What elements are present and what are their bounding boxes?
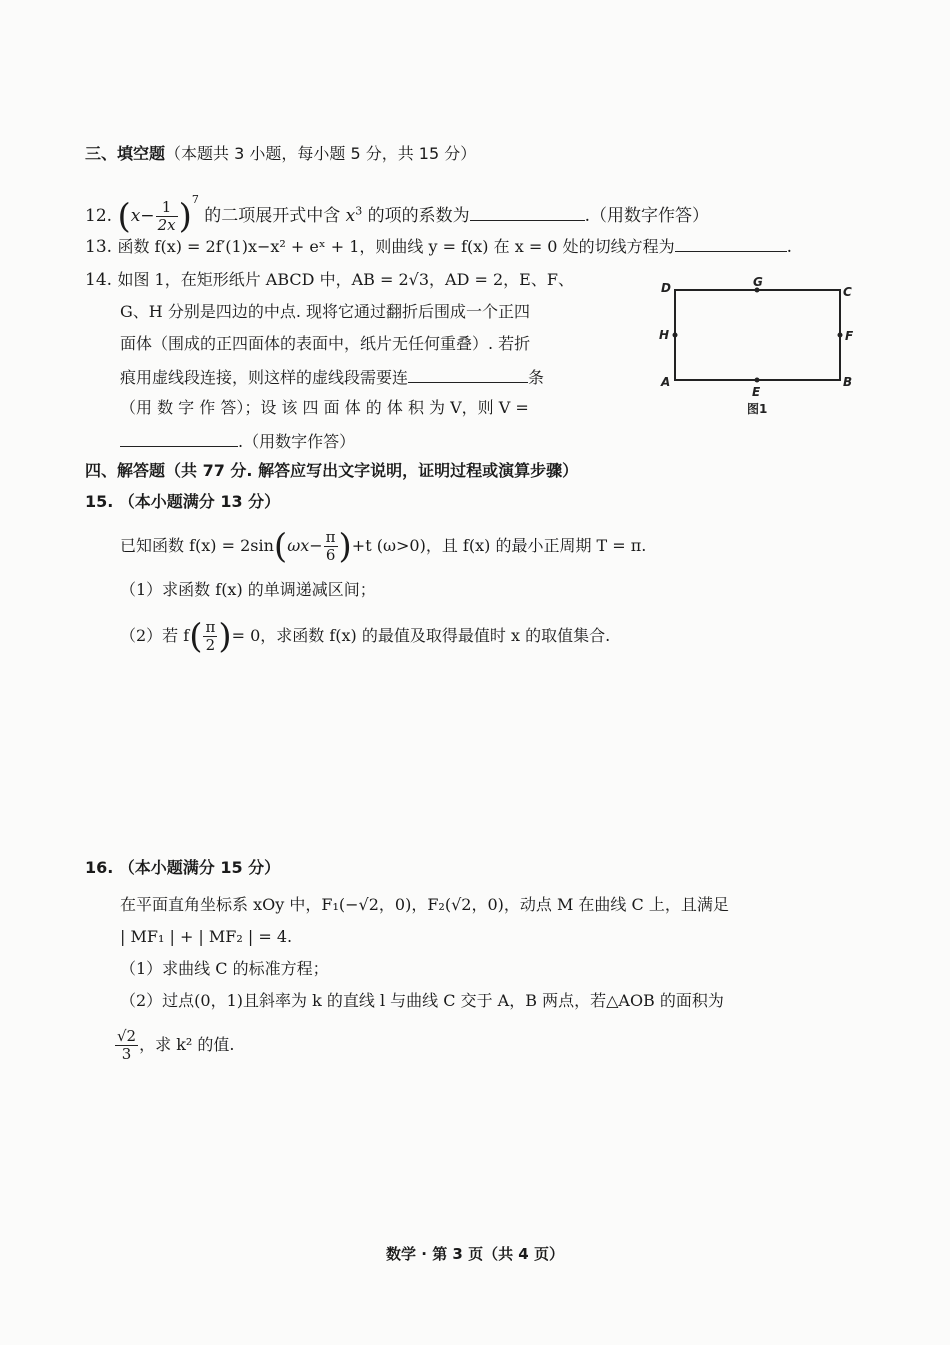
q15-header [85, 490, 280, 514]
label-g: G [753, 275, 763, 289]
q12-fraction: $\frac{1}{2x}$ [157, 198, 176, 234]
section3-note: （本题共 3 小题，每小题 5 分，共 15 分） [165, 144, 477, 163]
q12-term-exp: 3 [355, 204, 363, 218]
q14-text-1: 如图 1，在矩形纸片 ABCD 中，AB = 2√3，AD = 2，E、F、 [117, 270, 574, 289]
q13-answer-blank[interactable] [675, 233, 787, 252]
q16-part1: （1）求曲线 C 的标准方程； [120, 959, 329, 978]
midpoint-f [838, 333, 843, 338]
midpoint-h [673, 333, 678, 338]
q15-score: （本小题满分 13 分） [118, 492, 281, 511]
q16-tail: ，求 k² 的值. [139, 1035, 235, 1054]
q14-line2: G、H 分别是四边的中点. 现将它通过翻折后围成一个正四 [120, 302, 530, 321]
q16-score: （本小题满分 15 分） [118, 858, 281, 877]
q16-header [85, 856, 280, 880]
q15-part1: （1）求函数 f(x) 的单调递减区间； [120, 580, 376, 599]
q12-number: 12. [85, 206, 113, 226]
q14-text-4a: 痕用虚线段连接，则这样的虚线段需要连 [120, 368, 409, 387]
q12-text-b: 的项的系数为 [367, 206, 470, 226]
q14-text-6: .（用数字作答） [238, 432, 356, 451]
section3-heading [85, 142, 476, 166]
q16-part2: （2）过点(0，1)且斜率为 k 的直线 l 与曲线 C 交于 A，B 两点，若△AOB 的面积为 [120, 991, 724, 1010]
q15-part2-b: = 0，求函数 f(x) 的最值及取得最值时 x 的取值集合. [231, 626, 611, 645]
q12-exponent: 7 [191, 193, 199, 206]
question-13 [85, 233, 792, 259]
q15-stem-a: 已知函数 f(x) = 2sin [120, 536, 274, 555]
figure-1-rectangle [655, 270, 865, 420]
q15-part2-left-paren: ( [189, 616, 203, 657]
label-d: D [661, 281, 671, 295]
q15-fraction: $\frac{\pi}{6}$ [325, 528, 336, 564]
label-e: E [752, 385, 761, 399]
q16-part2-tail [114, 1022, 234, 1068]
section4-note: （共 77 分. 解答应写出文字说明，证明过程或演算步骤） [165, 461, 579, 480]
q15-inner: ωx− [287, 536, 323, 555]
q14-line6 [120, 428, 355, 454]
q14-answer-blank-2[interactable] [120, 428, 238, 447]
q12-right-paren: ) [178, 196, 192, 237]
q15-stem [120, 524, 646, 568]
q12-term: x [345, 206, 356, 226]
q12-tail: .（用数字作答） [584, 206, 710, 226]
q15-stem-b: +t (ω>0)，且 f(x) 的最小正周期 T = π. [351, 536, 647, 555]
section3-title: 三、填空题 [85, 144, 166, 163]
q13-tail: . [786, 237, 792, 257]
q14-line4 [120, 364, 544, 390]
section4-heading [85, 459, 578, 483]
q14-answer-blank-1[interactable] [408, 364, 528, 383]
rectangle-abcd [675, 290, 840, 380]
label-c: C [843, 285, 852, 299]
q15-left-paren: ( [273, 526, 288, 567]
q15-number: 15. [85, 492, 114, 511]
q15-part2-right-paren: ) [218, 616, 232, 657]
figure-caption: 图1 [747, 402, 768, 416]
question-12 [85, 182, 710, 237]
q15-part2-a: （2）若 f [120, 626, 190, 645]
page-footer: 数学 · 第 3 页（共 4 页） [386, 1245, 564, 1263]
q16-line2: | MF₁ | + | MF₂ | = 4. [120, 927, 293, 946]
q14-line1 [85, 268, 574, 292]
q12-text-a: 的二项展开式中含 [204, 206, 341, 226]
section4-title: 四、解答题 [85, 461, 166, 480]
label-f: F [845, 329, 854, 343]
q14-text-4b: 条 [528, 368, 545, 387]
q16-fraction: $\frac{√2}{3}$ [117, 1027, 137, 1063]
q12-left-paren: ( [117, 196, 131, 237]
q12-answer-blank[interactable] [470, 202, 585, 221]
q13-number: 13. [85, 237, 113, 257]
q14-line5: （用 数 字 作 答）；设 该 四 面 体 的 体 积 为 V，则 V = [120, 398, 529, 417]
q14-line3: 面体（围成的正四面体的表面中，纸片无任何重叠）. 若折 [120, 334, 531, 353]
label-h: H [659, 328, 670, 342]
q14-number: 14. [85, 270, 113, 290]
q15-part2 [120, 614, 610, 658]
label-a: A [661, 375, 671, 389]
q15-part2-fraction: $\frac{\pi}{2}$ [205, 618, 216, 654]
q13-text: 函数 f(x) = 2f′(1)x−x² + eˣ + 1，则曲线 y = f(x) 在 x = 0 处的切线方程为 [117, 237, 675, 256]
q16-number: 16. [85, 858, 114, 877]
q12-var: x− [130, 206, 155, 226]
midpoint-e [755, 378, 760, 383]
q15-right-paren: ) [338, 526, 352, 567]
label-b: B [843, 375, 853, 389]
q16-line1: 在平面直角坐标系 xOy 中，F₁(−√2，0)，F₂(√2，0)，动点 M 在曲线 C 上，且满足 [120, 895, 729, 914]
